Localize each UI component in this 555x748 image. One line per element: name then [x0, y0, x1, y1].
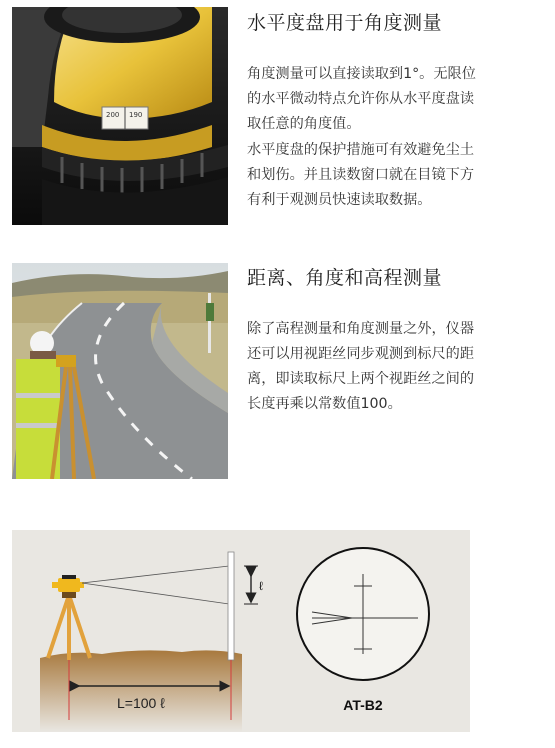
section-paragraph-1: 角度测量可以直接读取到1°。无限位的水平微动特点允许你从水平度盘读取任意的角度值。 — [247, 66, 476, 132]
level-instrument — [52, 575, 84, 592]
interval-label: ℓ — [259, 579, 263, 593]
sight-line-lower — [82, 583, 229, 604]
tripod — [48, 592, 90, 660]
sight-line-upper — [82, 566, 229, 583]
surveyor-road-photo — [12, 263, 228, 479]
scale-label-190: 190 — [129, 111, 143, 119]
section-horizontal-circle — [0, 0, 555, 240]
section-title: 距离、角度和高程测量 — [247, 267, 443, 289]
distance-label: L=100 ℓ — [117, 695, 165, 711]
ground — [40, 650, 242, 732]
stadia-measurement-diagram — [12, 530, 470, 732]
section-paragraph-1: 除了高程测量和角度测量之外，仪器还可以用视距丝同步观测到标尺的距离，即读取标尺上两个视距丝之间的长度再乘以常数值100。 — [247, 321, 475, 412]
reticle-view — [297, 548, 429, 680]
leveling-staff — [228, 552, 234, 660]
scale-label-200: 200 — [106, 111, 120, 119]
section-paragraph-2: 水平度盘的保护措施可有效避免尘土和划伤。并且读数窗口就在目镜下方有利于观测员快速读取数据。 — [247, 142, 475, 208]
section-title: 水平度盘用于角度测量 — [247, 12, 443, 34]
reticle-model-label: AT-B2 — [343, 697, 383, 713]
instrument-closeup-photo — [12, 7, 228, 225]
section-distance-measurement — [0, 255, 555, 485]
